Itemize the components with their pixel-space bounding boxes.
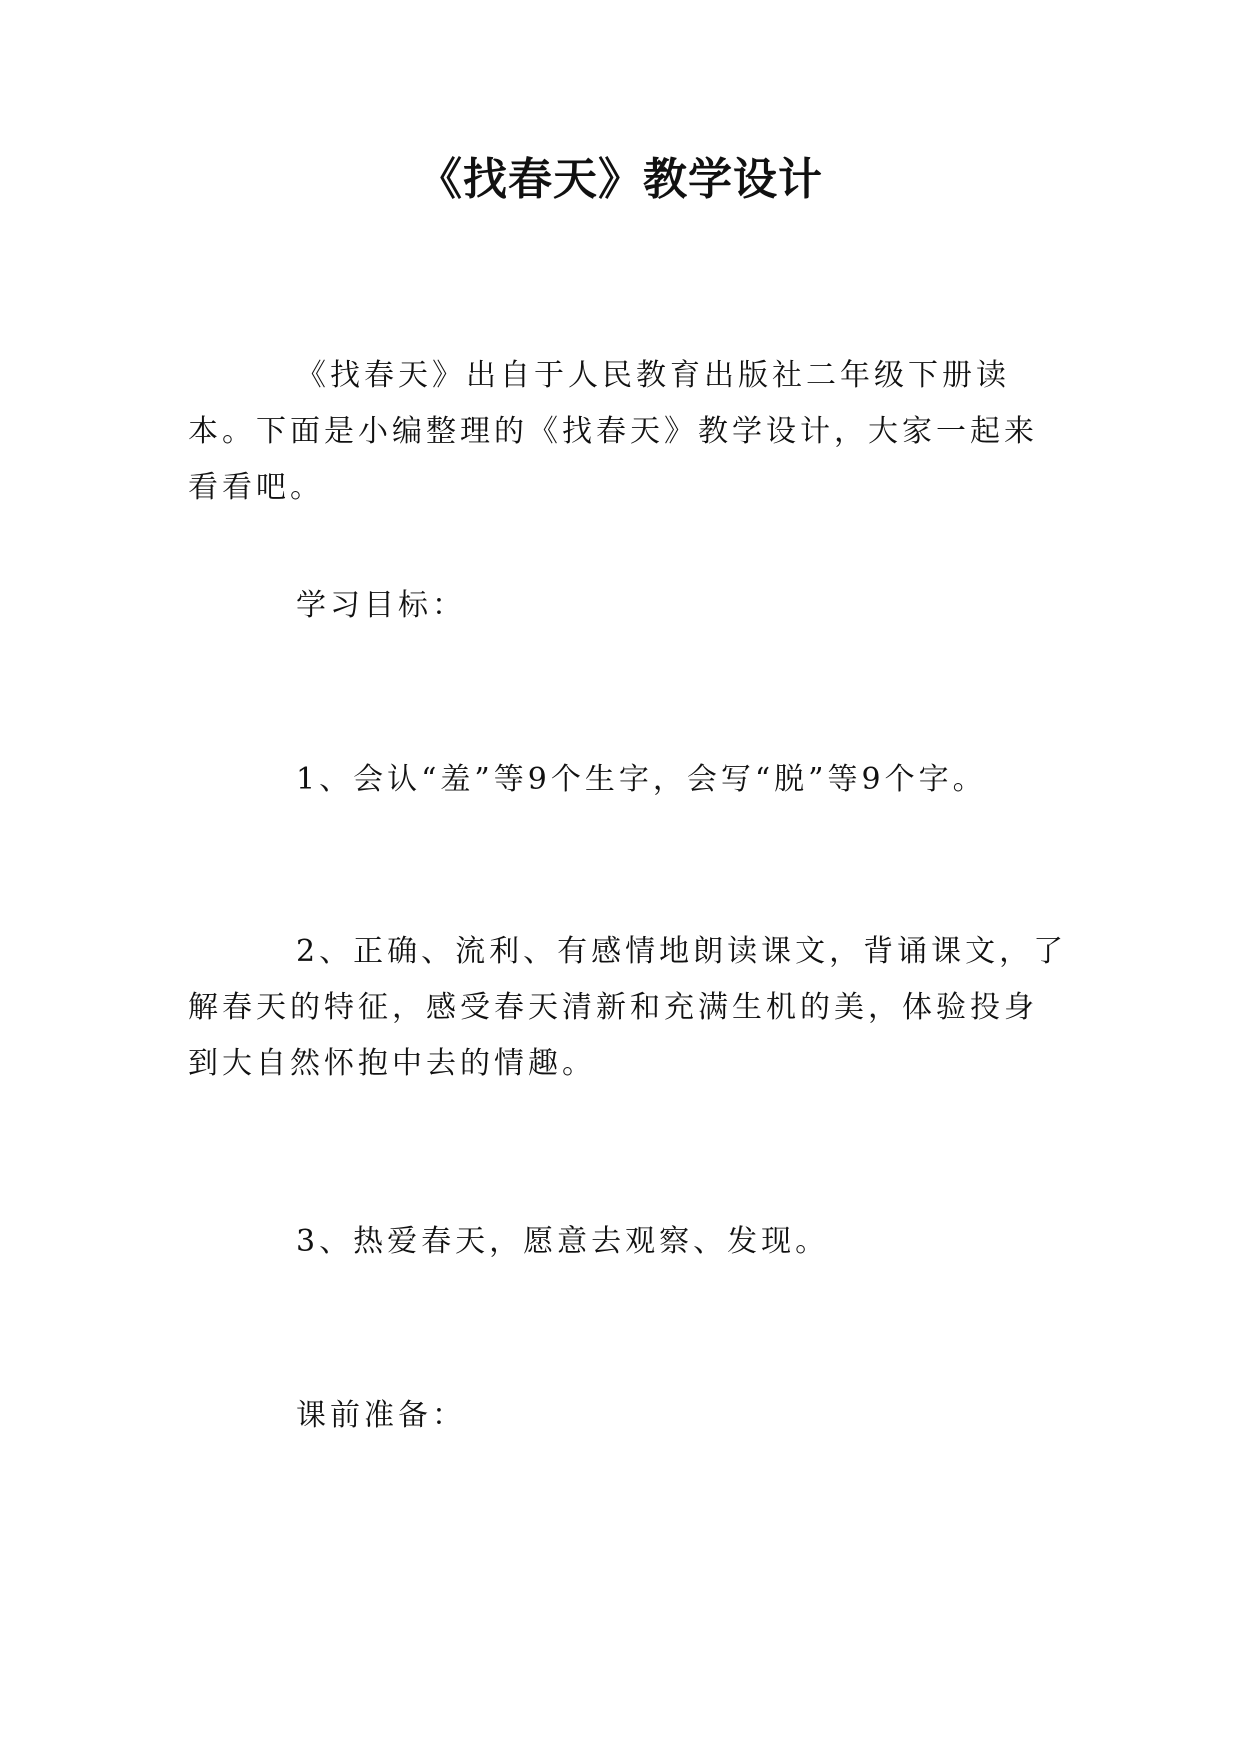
goal-item-2: 2、正确、流利、有感情地朗读课文，背诵课文，了解春天的特征，感受春天清新和充满生机的美，体验投身到大自然怀抱中去的情趣。 <box>188 934 1068 1081</box>
document-title: 《找春天》教学设计 <box>418 154 823 205</box>
learning-goals-heading: 学习目标： <box>296 588 466 623</box>
intro-paragraph: 《找春天》出自于人民教育出版社二年级下册读本。下面是小编整理的《找春天》教学设计，大家一起来看看吧。 <box>188 358 1038 505</box>
goal-item-1: 1、会认“羞”等9个生字，会写“脱”等9个字。 <box>296 762 987 797</box>
goal-item-3: 3、热爱春天，愿意去观察、发现。 <box>296 1224 830 1259</box>
preparation-heading: 课前准备： <box>296 1398 466 1433</box>
